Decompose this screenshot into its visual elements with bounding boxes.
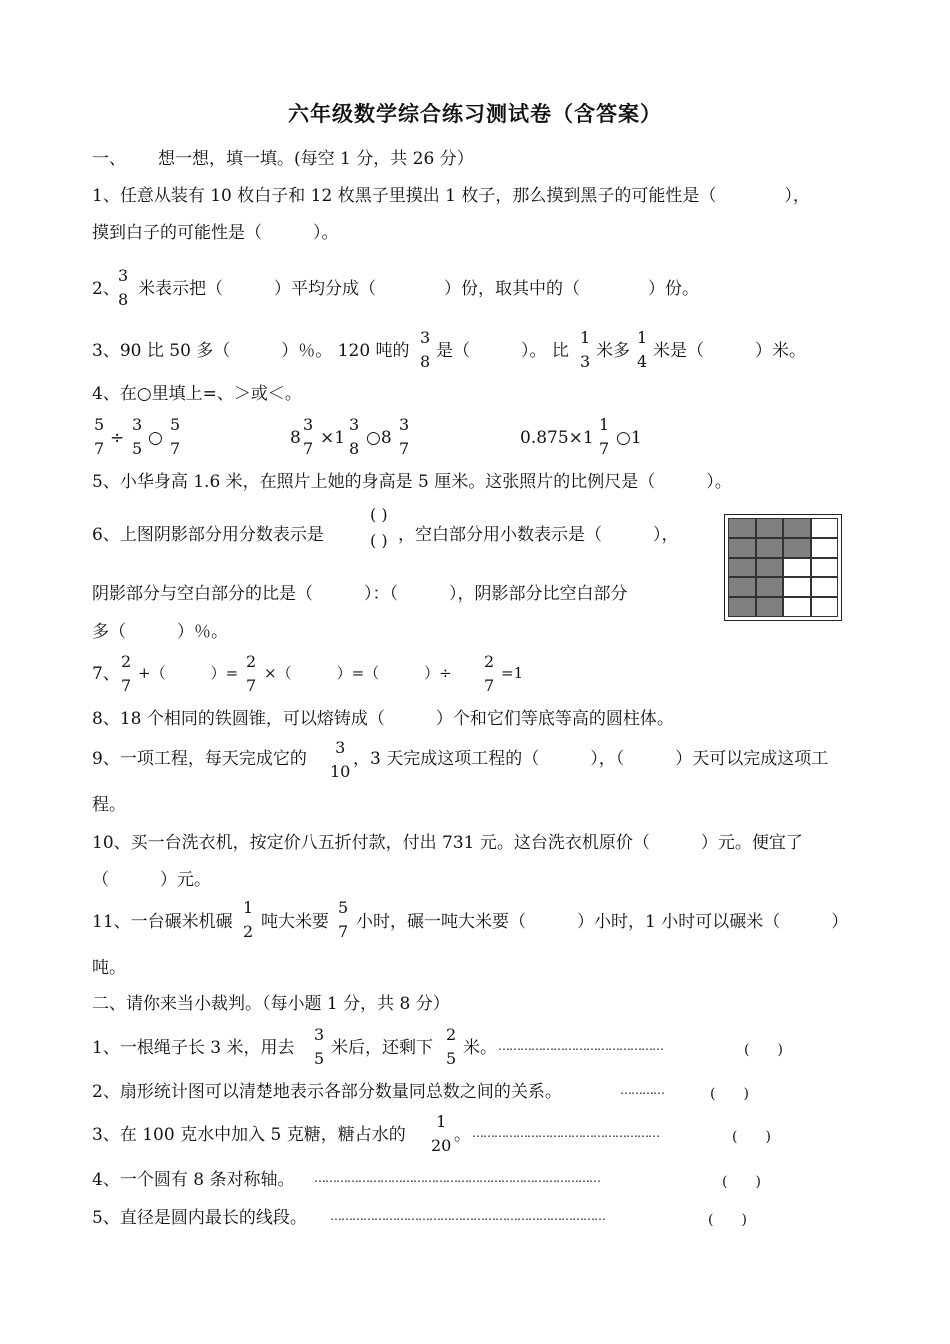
grid-cell-blank — [811, 538, 839, 558]
grid-cell-shaded — [756, 597, 784, 617]
q1-line2: 摸到白子的可能性是（ ）。 — [92, 223, 339, 243]
q7-prefix: 7、 — [92, 664, 120, 684]
q6-blank-fraction — [370, 507, 388, 549]
q9-line2: 程。 — [92, 795, 126, 815]
grid-cell-blank — [783, 558, 811, 578]
q9-f-den: 10 — [330, 762, 351, 781]
q3-f3-den: 4 — [637, 352, 648, 371]
q2-prefix: 2、 — [92, 279, 120, 299]
grid-cell-blank — [811, 558, 839, 578]
q11-part-a: 11、一台碾米机碾 — [92, 912, 233, 932]
j2-text: 2、扇形统计图可以清楚地表示各部分数量同总数之间的关系。 — [92, 1082, 562, 1102]
j1-dots: ……………………………………… — [498, 1039, 663, 1053]
q4-e2-frac3 — [399, 417, 409, 457]
j1-fraction-2 — [446, 1027, 456, 1067]
q7-f3-den: 7 — [484, 676, 495, 695]
q4-e2-whole: 8 — [290, 428, 301, 448]
q11-fraction-1 — [243, 900, 253, 940]
q2-frac-num: 3 — [118, 266, 129, 285]
q4-e2-f1-num: 3 — [303, 415, 314, 434]
q3-f1-den: 8 — [420, 352, 431, 371]
q4-e1-frac3 — [170, 417, 180, 457]
grid-cell-shaded — [756, 577, 784, 597]
q6-blank-bottom: ( ) — [370, 531, 388, 550]
q2-fraction — [118, 268, 128, 308]
q2-text: 米表示把（ ）平均分成（ ）份，取其中的（ ）份。 — [138, 279, 699, 299]
q4-e2-op: ×1 — [320, 428, 346, 448]
q7-f1-den: 7 — [121, 676, 132, 695]
q3-f1-num: 3 — [420, 328, 431, 347]
q11-f2-num: 5 — [338, 898, 349, 917]
page-title: 六年级数学综合练习测试卷（含答案） — [288, 102, 662, 126]
j3-fraction — [431, 1114, 451, 1154]
q4-e2-frac1 — [303, 417, 313, 457]
q3-fraction-2 — [580, 330, 590, 370]
q7-part-a: +（ ）= — [138, 664, 239, 682]
q4-e1-f1-num: 5 — [94, 415, 105, 434]
q7-fraction-1 — [121, 654, 131, 694]
grid-cell-shaded — [728, 538, 756, 558]
j1-answer-paren[interactable]: ( ) — [744, 1042, 783, 1058]
q11-f1-den: 2 — [243, 922, 254, 941]
q7-fraction-3 — [484, 654, 494, 694]
q2-frac-den: 8 — [118, 290, 129, 309]
q4-e3-f-num: 1 — [599, 415, 610, 434]
q3-f3-num: 1 — [637, 328, 648, 347]
q3-part-a: 3、90 比 50 多（ ）％。 120 吨的 — [92, 341, 410, 361]
q11-part-c: 小时，碾一吨大米要（ ）小时，1 小时可以碾米（ ） — [356, 912, 849, 932]
grid-cell-blank — [811, 518, 839, 538]
q4-e3-a: 0.875×1 — [520, 428, 594, 448]
j3-part-a: 3、在 100 克水中加入 5 克糖，糖占水的 — [92, 1125, 406, 1145]
j5-dots: ………………………………………………………………… — [330, 1209, 605, 1223]
q4-e3-b: ○1 — [616, 428, 642, 448]
j1-f1-num: 3 — [314, 1025, 325, 1044]
q3-fraction-1 — [420, 330, 430, 370]
q4-e2-f1-den: 7 — [303, 439, 314, 458]
j4-answer-paren[interactable]: ( ) — [722, 1174, 761, 1190]
q7-f3-num: 2 — [484, 652, 495, 671]
q4-e2-f2-den: 8 — [349, 439, 360, 458]
q11-f2-den: 7 — [338, 922, 349, 941]
grid-cell-blank — [783, 597, 811, 617]
j1-f2-num: 2 — [446, 1025, 457, 1044]
grid-cell-shaded — [756, 518, 784, 538]
grid-cell-shaded — [783, 518, 811, 538]
q3-fraction-3 — [637, 330, 647, 370]
q4-e1-f2-den: 5 — [132, 439, 143, 458]
grid-cell-blank — [811, 597, 839, 617]
q4-e1-f3-num: 5 — [170, 415, 181, 434]
q6-part-b: ，空白部分用小数表示是（ ）， — [398, 525, 679, 545]
q4-e1-f2-num: 3 — [132, 415, 143, 434]
q4-e2-circle: ○8 — [366, 428, 392, 448]
j2-dots: ………… — [620, 1083, 664, 1097]
grid-cell-blank — [811, 577, 839, 597]
q6-blank-top: ( ) — [370, 505, 388, 524]
q4-e1-frac1 — [94, 417, 104, 457]
j4-dots: …………………………………………………………………… — [314, 1171, 600, 1185]
j1-fraction-1 — [314, 1027, 324, 1067]
grid-cell-shaded — [756, 558, 784, 578]
grid-cell-shaded — [728, 597, 756, 617]
q9-fraction — [330, 740, 350, 780]
q7-part-c: =1 — [501, 664, 524, 682]
section1-heading: 想一想，填一填。(每空 1 分，共 26 分） — [158, 149, 474, 169]
section2-heading: 二、请你来当小裁判。（每小题 1 分，共 8 分） — [92, 994, 450, 1014]
j3-answer-paren[interactable]: ( ) — [732, 1129, 771, 1145]
j3-part-b: 。 — [454, 1125, 471, 1145]
q3-part-b: 是（ ）。 比 — [436, 341, 569, 361]
q3-part-d: 米是（ ）米。 — [653, 341, 806, 361]
q1-line1: 1、任意从装有 10 枚白子和 12 枚黑子里摸出 1 枚子，那么摸到黑子的可能性是（ ）， — [92, 186, 810, 206]
q8-text: 8、18 个相同的铁圆锥，可以熔铸成（ ）个和它们等底等高的圆柱体。 — [92, 709, 674, 729]
q11-f1-num: 1 — [243, 898, 254, 917]
q7-part-b: ×（ ）=（ ）÷ — [264, 664, 452, 682]
q4-e3-f-den: 7 — [599, 439, 610, 458]
q6-part-a: 6、上图阴影部分用分数表示是 — [92, 525, 324, 545]
q4-stem: 4、在○里填上=、＞或＜。 — [92, 384, 302, 404]
q4-e2-frac2 — [349, 417, 359, 457]
grid-cell-shaded — [783, 538, 811, 558]
grid-cell-blank — [783, 577, 811, 597]
grid-cell-shaded — [728, 518, 756, 538]
j5-answer-paren[interactable]: ( ) — [708, 1212, 747, 1228]
q3-part-c: 米多 — [596, 341, 630, 361]
j5-text: 5、直径是圆内最长的线段。 — [92, 1208, 307, 1228]
q10-line1: 10、买一台洗衣机，按定价八五折付款，付出 731 元。这台洗衣机原价（ ）元。便宜了 — [92, 833, 803, 853]
q7-f2-den: 7 — [246, 676, 257, 695]
q10-line2: （ ）元。 — [92, 870, 211, 890]
q3-f2-num: 1 — [580, 328, 591, 347]
j1-part-b: 米后，还剩下 — [331, 1038, 433, 1058]
q4-e2-f3-num: 3 — [399, 415, 410, 434]
j3-f-num: 1 — [436, 1112, 447, 1131]
q11-part-b: 吨大米要 — [261, 912, 329, 932]
q9-part-a: 9、一项工程，每天完成它的 — [92, 749, 307, 769]
q9-part-b: ，3 天完成这项工程的（ ），（ ）天可以完成这项工 — [353, 749, 829, 769]
q7-f1-num: 2 — [121, 652, 132, 671]
j3-f-den: 20 — [431, 1136, 452, 1155]
q5-text: 5、小华身高 1.6 米，在照片上她的身高是 5 厘米。这张照片的比例尺是（ ）。 — [92, 472, 732, 492]
grid-cell-shaded — [728, 558, 756, 578]
q4-e2-f2-num: 3 — [349, 415, 360, 434]
q4-e1-f3-den: 7 — [170, 439, 181, 458]
grid-cell-shaded — [756, 538, 784, 558]
grid-cell-shaded — [728, 577, 756, 597]
q4-e1-f1-den: 7 — [94, 439, 105, 458]
j1-f1-den: 5 — [314, 1049, 325, 1068]
shaded-grid-figure — [724, 514, 842, 621]
j4-text: 4、一个圆有 8 条对称轴。 — [92, 1170, 295, 1190]
j2-answer-paren[interactable]: ( ) — [710, 1086, 749, 1102]
j1-f2-den: 5 — [446, 1049, 457, 1068]
j3-dots: …………………………………………… — [472, 1126, 659, 1140]
q4-e2-f3-den: 7 — [399, 439, 410, 458]
j1-part-c: 米。 — [463, 1038, 497, 1058]
q6-line2: 阴影部分与空白部分的比是（ ）：（ ），阴影部分比空白部分 — [92, 584, 628, 604]
q9-f-num: 3 — [335, 738, 346, 757]
q11-line2: 吨。 — [92, 958, 126, 978]
q6-line3: 多（ ）％。 — [92, 622, 228, 642]
q4-e1-frac2 — [132, 417, 142, 457]
q11-fraction-2 — [338, 900, 348, 940]
section1-number: 一、 — [92, 149, 126, 169]
q7-f2-num: 2 — [246, 652, 257, 671]
q3-f2-den: 3 — [580, 352, 591, 371]
q7-fraction-2 — [246, 654, 256, 694]
q4-e1-op: ÷ — [110, 428, 125, 448]
q4-e1-circle: ○ — [148, 428, 163, 448]
j1-part-a: 1、一根绳子长 3 米，用去 — [92, 1038, 295, 1058]
q4-e3-frac — [599, 417, 609, 457]
